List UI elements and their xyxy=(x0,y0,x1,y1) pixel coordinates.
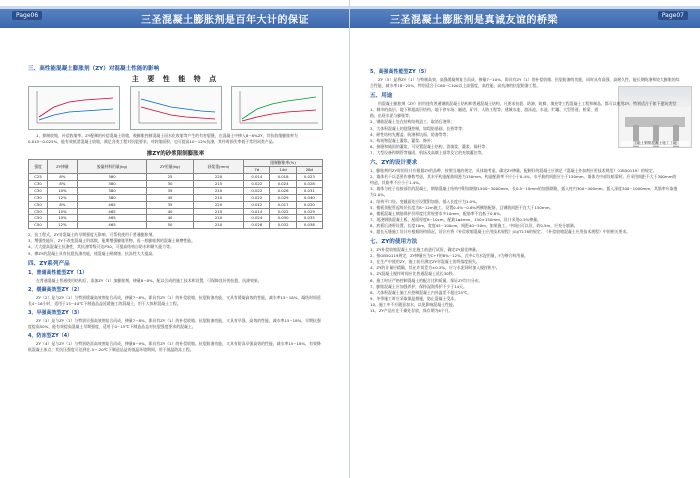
table-cell: 465 xyxy=(77,208,146,215)
list-item: 4、大大提高混凝土抗渗性，其抗渗等级可达P30，可提高结构自防水和耐久能力等。 xyxy=(28,244,174,250)
table-cell: 380 xyxy=(77,187,146,194)
list-item: 2、墙体若干以恶景作参数考虑，其水平构造配筋间距为150mm，构造配筋率不应小于0.4%，水平筋的间距应小于150mm，墙体为中部设暗梁时，应采用间距不大于300mm的构造，其筋率不应小于1.4%。 xyxy=(370,174,677,186)
table-cell: 10% xyxy=(48,215,78,222)
table-cell: 0.022 xyxy=(244,194,270,201)
right-page xyxy=(350,0,700,478)
table-cell: 210 xyxy=(193,215,243,222)
table-cell: 10% xyxy=(48,187,78,194)
product-title: 3、早强高效型ZY（3） xyxy=(28,309,83,316)
section-title: 三、高性能混凝土膨胀剂（ZY）对混凝土性能的影响 xyxy=(28,66,160,72)
table-cell: 220 xyxy=(193,174,243,181)
table-cell: 30 xyxy=(147,180,194,187)
usage-list xyxy=(370,107,602,156)
list-item: 9、超长无缝施工设计应根据结构情况，设计应将《补偿收缩混凝土应用技术规程》JGJ/T178的规定；《补偿收缩混凝土应用技术规程》中的相关要求。 xyxy=(370,228,631,234)
table-subheader: 14d xyxy=(270,167,296,174)
expansion-rate-table xyxy=(28,159,323,229)
table-cell: 0.038 xyxy=(296,222,322,229)
product-text: ZY（2）是与ZY（1）与特别缓凝高效剂复合而成，掺量7~8%，即具有ZY（1）的补偿收缩、抗裂防渗功能，又具有缓凝高效的性能，减水率15~18%，凝结时间延长4~16小时，适用于15~40℃下制造品益延缓施工的混凝土，用于大体积混凝土工程。 xyxy=(28,294,321,306)
list-item: 1、ZY补偿收缩混凝土应在施工前进行试验，确定ZY最佳掺量。 xyxy=(370,247,480,253)
list-item: 6、接缝和锚固的灌浆，可设置混凝土结构，消填浆、灌浆、锚杆等； xyxy=(370,143,490,149)
section-title: 五、用途 xyxy=(370,93,393,100)
table-row xyxy=(29,194,323,201)
table-cell: 0.035 xyxy=(296,215,322,222)
table-cell: 220 xyxy=(193,201,243,208)
list-item: 9、冬季施工时应采取保温措施，防止混凝土受冻。 xyxy=(370,295,459,301)
table-cell: 25 xyxy=(147,174,194,181)
page-slogan: 三圣混凝土膨胀剂是真诚友谊的桥梁 xyxy=(390,15,558,26)
list-item: 11、ZY产品应在干燥处存放，保存期为6个月。 xyxy=(370,308,453,313)
table-cell: 0.024 xyxy=(270,180,296,187)
table-cell: 8% xyxy=(48,201,78,208)
table-cell: 0.022 xyxy=(244,180,270,187)
table-header: 砂浆重(mm) xyxy=(193,160,243,174)
table-cell: 45 xyxy=(147,194,194,201)
right-header-band xyxy=(350,6,700,28)
table-cell: 0.024 xyxy=(244,215,270,222)
table-cell: 0.029 xyxy=(296,208,322,215)
section-title: 六、ZY的设计要求 xyxy=(370,160,418,167)
list-item: 5、ZY混凝土搅拌时间应比普通混凝土延长30秒。 xyxy=(370,271,457,277)
table-header: ZY掺量 xyxy=(48,160,78,174)
table-cell: 40 xyxy=(147,208,194,215)
charts-title: 主 要 性 能 特 点 xyxy=(131,75,220,83)
table-row xyxy=(29,187,323,194)
product-text: ZY（4）是与ZY（1）与特别防冻高效剂复合而成，掺量8~9%，即具有ZY（1）的补偿收缩、抗裂防渗功能，又具有防冻早强高效的性能，减水率15~18%，有效降低混凝土冰点，其抗压强度可达到在-5~-20℃下制造品益的低温环境期间，用于低温防冻工程。 xyxy=(28,341,321,353)
page-slogan: 三圣混凝土膨胀剂是百年大计的保证 xyxy=(141,15,309,26)
table-cell: 465 xyxy=(77,222,146,229)
product-list xyxy=(28,269,323,354)
table-body xyxy=(29,174,323,229)
table-cell: 12% xyxy=(48,194,78,201)
list-item: 3、增强性能好，ZY不改变混凝土坍落数，能期增强膨胀管物，再一般膨胀剂的混凝土耐磨性能。 xyxy=(28,238,196,244)
section-title: 七、ZY的使用方法 xyxy=(370,239,418,246)
table-cell: 215 xyxy=(193,208,243,215)
list-item: 3、大体积混凝土的裂缝控制，如堤防基础、长桥等等； xyxy=(370,125,466,131)
table-cell: 12% xyxy=(48,222,78,229)
list-item: 10、施工中不应随意加水，以免影响混凝土性能。 xyxy=(370,301,457,307)
list-item: 5、楼板顶配管起每层长度为8~12m施工，设置0.4%~0.6%两侧筋配筋，且钢筋间距不宜大于150mm。 xyxy=(370,204,554,210)
list-item: 6、施工时应严格控制混凝土的配合比和质量，保证ZY均匀分布。 xyxy=(370,277,483,283)
table-cell: 0.028 xyxy=(244,222,270,229)
table-cell: 0.030 xyxy=(270,215,296,222)
list-item: 7、大型设备和钢管等锚固，机场及高填土基等及它的充填灌注等。 xyxy=(370,149,486,155)
product-title: 4、防冻型ZY（4） xyxy=(28,333,73,340)
table-cell: 0.040 xyxy=(296,194,322,201)
table-cell: 8% xyxy=(48,174,78,181)
list-item: 4、ZY的计量应精确，其允许误差为±0.5%，应与水泥同时加入搅拌机中。 xyxy=(370,265,500,271)
table-cell: C50 xyxy=(29,208,48,215)
table-cell: 8% xyxy=(48,180,78,187)
performance-charts xyxy=(28,86,323,130)
table-cell: C30 xyxy=(29,187,48,194)
table-cell: 0.018 xyxy=(270,174,296,181)
performance-chart-1 xyxy=(28,86,120,130)
list-item: 6、楼板混凝土钢筋保护层厚度比常规要求多10mm，配筋率不宜低于0.6%。 xyxy=(370,210,504,216)
after-table-list xyxy=(28,232,323,256)
table-cell: 465 xyxy=(77,201,146,208)
table-title: 掺ZY的砂浆限制膨胀率 xyxy=(146,151,205,158)
section-paragraph: 用混凝土膨胀剂（ZY）的用途有普通钢筋混凝土结构和普通混凝土结构，凡要求抗裂、防渗、防腐、填充等工程混凝土工程和制品，都可以使用ZY，特别适合于如下建筑类型： xyxy=(378,101,680,107)
photo-caption: 工地上钢筋混凝土施工工地 xyxy=(621,141,689,146)
method-list xyxy=(370,247,680,314)
list-item: 2、按GB50119规定，ZY掺量应为C+F的8%~12%，式中C为水泥用量，F为掺合料用量。 xyxy=(370,253,528,259)
performance-chart-3 xyxy=(231,86,323,130)
table-row xyxy=(29,174,323,181)
table-header: 限制膨胀率(%) xyxy=(244,160,323,167)
list-item: 1、膨胀剂用ZY时的设计应根据ZY的品种，按照当地的规定，具体地考虑，确定ZY掺量，配制好的混凝土应满足《混凝土外加剂应用技术规范》（GB50119）的规定。 xyxy=(370,168,657,174)
table-cell: 0.022 xyxy=(244,187,270,194)
table-cell: 0.028 xyxy=(296,180,322,187)
product-text: 在普通混凝土普通使用结构后，添加ZY（1）加膨胀剂，掺量8~8%，配以合成的施工技术和设置，可保障良好的抗裂、抗渗效果。 xyxy=(36,277,262,283)
table-cell: 210 xyxy=(193,194,243,201)
chart-plot-1 xyxy=(29,87,119,129)
table-cell: 210 xyxy=(193,222,243,229)
page-number: Page07 xyxy=(658,11,688,20)
list-item: 4、结构平口处、变截面处应设置附加筋，插入长度应为1.0%。 xyxy=(370,198,480,204)
list-item: 4、耐性结构先覆盖、防渗和坑面、防渗等等； xyxy=(370,131,451,137)
table-cell: 465 xyxy=(77,215,146,222)
table-cell: 35 xyxy=(147,187,194,194)
table-cell: 10% xyxy=(48,208,78,215)
table-cell: C30 xyxy=(29,180,48,187)
list-item: 3、墙体与柱子连接部位的混凝土，钢筋混凝土结构中附加钢筋1500~3000mm，长0.5~10mm的加强钢筋，插入柱内300~400mm，插入深度300~1000mm，其筋率应取值为1.0%。 xyxy=(370,186,678,198)
product-text: ZY（5）是将ZY（1）与特制高效、高强缓凝剂复合而成，掺量7~10%，即具有ZY（1）的补偿收缩、抗裂防渗的功能，同时具有高强、高耐久性，能长期防渗和较大膨胀的综合性能，减水率18~25%，特别适合于C60~C100以上高强度、高性能、高抗渗的抗裂防渗工程。 xyxy=(370,77,680,89)
table-header: ZY用量(kg) xyxy=(147,160,194,174)
chart-plot-2 xyxy=(131,87,221,129)
table-subheader: 7d xyxy=(244,167,270,174)
list-item: 7、膨胀混凝土应加强养护，保持湿润养护不少于14天。 xyxy=(370,283,467,289)
right-column xyxy=(370,66,680,314)
table-cell: 0.026 xyxy=(270,187,296,194)
list-item: 1、城市的高层、地下和超高层结构、地下停车场、隧道、矿井、人防工程等、建城水池、游泳池、水池、贮罐、大型管道、桥梁、道路、出现水泥与膨胀等； xyxy=(370,107,599,119)
table-cell: 210 xyxy=(193,187,243,194)
table-cell: 215 xyxy=(193,180,243,187)
table-cell: 0.022 xyxy=(270,208,296,215)
table-cell: 0.029 xyxy=(270,194,296,201)
list-item: 2、钢筋混凝土处在结构结构造工、取消后浇带； xyxy=(370,119,455,125)
product-title: 5、高强高性能型ZY（5） xyxy=(370,69,430,75)
table-cell: C50 xyxy=(29,215,48,222)
performance-chart-2 xyxy=(130,86,222,130)
product-title: 2、缓凝高效型ZY（2） xyxy=(28,286,83,293)
left-header-band xyxy=(0,6,349,28)
section-paragraph: 1、抑制收缩，补偿收缩率。ZY配制的补偿混凝土收缩，被膨胀控制混凝土因水化收缩等产生的有害裂缝，在混凝土中掺入8~8%ZY，其抗收缩膨胀率为0.015~0.025%，能有效抵消混凝土收缩，满足各类工程对抗裂要求，对收缩面积、也可提高10~12%抗渗，其经时损失率低于常用同类产品。 xyxy=(28,133,298,145)
table-cell: 35 xyxy=(147,201,194,208)
list-item: 5、构筑物混凝土灌浆、灌浆、修补； xyxy=(370,137,435,143)
table-header: 强度 xyxy=(29,160,48,174)
table-row xyxy=(29,208,323,215)
table-cell: 0.020 xyxy=(296,201,322,208)
list-item: 2、抗工程式，ZY对混凝土的早期强度无影响，可帮机使用于普通膨胀剂。 xyxy=(28,232,157,238)
list-item: 7、现浇钢筋混凝土板，屋面厚度8~10cm，配筋1φ4mm，150×150mm，设计采用0.5%掺量。 xyxy=(370,216,541,222)
table-cell: 380 xyxy=(77,194,146,201)
table-cell: 380 xyxy=(77,180,146,187)
table-row xyxy=(29,180,323,187)
section-title: 四、ZY系列产品 xyxy=(28,260,70,267)
table-cell: 0.023 xyxy=(296,174,322,181)
table-cell: 0.032 xyxy=(270,222,296,229)
table-cell: 0.014 xyxy=(244,174,270,181)
table-cell: C30 xyxy=(29,194,48,201)
table-cell: C50 xyxy=(29,201,48,208)
list-item: 5、掺ZY的混凝土具有抗裂抗渗功能，使混凝土耐腐蚀、抗冻性大大提高。 xyxy=(28,250,157,256)
table-cell: 0.017 xyxy=(270,201,296,208)
table-header: 胶凝材料用量(kg) xyxy=(77,160,146,174)
design-list xyxy=(370,168,680,235)
product-text: ZY（3）是与ZY（1）与特别早强高效剂复合而成，掺量7~8%，即具有ZY（1）的补偿收缩、抗裂防渗功能，又具有早强、高效的性能，减水率15~18%，早期抗强度提高50%，能有效提高混凝土早期强度，适用于0~15℃下制造品益对抗裂强度要求的混凝土。 xyxy=(28,317,321,329)
table-cell: 50 xyxy=(147,222,194,229)
table-cell: 0.014 xyxy=(244,208,270,215)
list-item: 8、大体积混凝土施工应控制混凝土内外温差不超过25℃。 xyxy=(370,289,472,295)
table-row xyxy=(29,215,323,222)
table-row xyxy=(29,201,323,208)
table-cell: C25 xyxy=(29,174,48,181)
list-item: 8、底板后浇带设置，长度10m，宽度45~100cm，间距40~50m，如果施工，中间出可以设，约0.5m，应充分填满。 xyxy=(370,222,578,228)
page-number: Page06 xyxy=(12,11,42,20)
chart-plot-3 xyxy=(232,87,322,129)
table-cell: 0.012 xyxy=(244,201,270,208)
left-column xyxy=(28,62,323,353)
table-cell: C50 xyxy=(29,222,48,229)
table-row xyxy=(29,222,323,229)
list-item: 3、在生产中使用ZY，施工前应测定ZY对混凝土的坍落度损失。 xyxy=(370,259,480,265)
product-title: 1、普通高性能型ZY（1） xyxy=(28,269,88,276)
table-subheader: 28d xyxy=(296,167,322,174)
table-cell: 380 xyxy=(77,174,146,181)
table-cell: 0.031 xyxy=(296,187,322,194)
table-cell: 40 xyxy=(147,215,194,222)
